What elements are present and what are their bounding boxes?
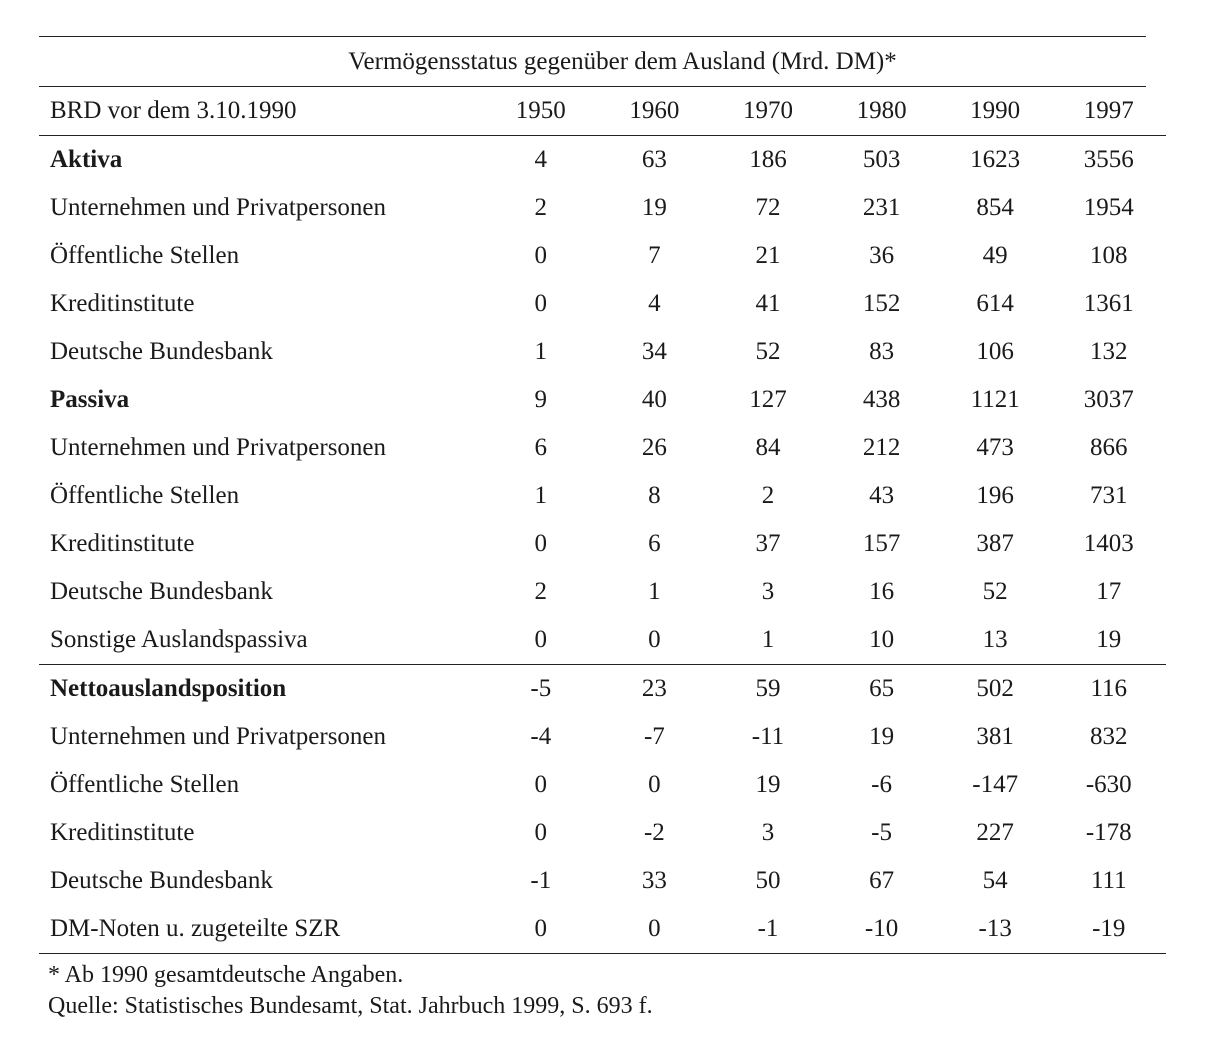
document [39,36,1146,1022]
value-cell: 1361 [1083,290,1134,317]
row-label: DM-Noten u. zugeteilte SZR [39,905,484,954]
value-cell: 108 [1090,242,1128,269]
value-cell: 866 [1090,434,1128,461]
table-row [39,376,1166,424]
source-note: Quelle: Statistisches Bundesamt, Stat. Jahrbuch 1999, S. 693 f. [48,993,653,1019]
row-label: Kreditinstitute [50,819,195,846]
value-cell: 381 [976,723,1014,750]
row-label: Unternehmen und Privatpersonen [50,723,387,750]
table-row [39,857,1166,905]
value-cell: -7 [643,723,665,750]
row-label: Unternehmen und Privatpersonen [50,194,387,221]
value-cell: -1 [711,905,825,954]
value-cell: 19 [1096,626,1122,653]
row-label: Deutsche Bundesbank [50,578,273,605]
value-cell: 2 [534,194,548,221]
value-cell: 65 [825,665,939,714]
value-cell: 1 [534,338,548,365]
value-cell: -11 [751,723,785,750]
value-cell: 52 [982,578,1008,605]
value-cell: -4 [530,723,552,750]
table-row [39,713,1166,761]
value-cell: 3037 [1083,386,1134,413]
value-cell: 1403 [1083,530,1134,557]
value-cell: 49 [982,242,1008,269]
value-cell: 41 [755,290,781,317]
value-cell: 186 [749,146,787,173]
value-cell: 212 [862,434,901,461]
value-cell: 132 [1090,338,1128,365]
value-cell: 127 [749,386,787,413]
value-cell: 6 [534,434,548,461]
table-row [39,136,1166,185]
value-cell: 503 [862,146,901,173]
value-cell: 0 [534,819,548,846]
value-cell: 8 [648,482,661,509]
value-cell: 19 [641,194,667,221]
footnote: * Ab 1990 gesamtdeutsche Angaben. [48,962,404,988]
value-cell: 157 [862,530,901,557]
value-cell: 231 [862,194,901,221]
value-cell: -147 [972,771,1019,798]
data-table [39,87,1166,954]
value-cell: 4 [648,290,661,317]
header-row [39,87,1166,136]
value-cell: -10 [825,905,939,954]
value-cell: 36 [869,242,895,269]
row-label: Nettoauslandsposition [39,665,484,714]
value-cell: 63 [641,146,667,173]
value-cell: 196 [976,482,1014,509]
value-cell: 83 [869,338,895,365]
row-label: Unternehmen und Privatpersonen [50,434,387,461]
value-cell: -5 [871,819,892,846]
value-cell: -2 [643,819,665,846]
value-cell: 227 [976,819,1014,846]
value-cell: 37 [755,530,781,557]
table-row [39,520,1166,568]
value-cell: 59 [711,665,825,714]
value-cell: 473 [976,434,1014,461]
value-cell: 106 [976,338,1014,365]
header-label: BRD vor dem 3.10.1990 [39,87,484,136]
value-cell: 10 [869,626,895,653]
row-label: Öffentliche Stellen [50,771,240,798]
value-cell: 19 [869,723,895,750]
table-row [39,184,1166,232]
value-cell: 1623 [970,146,1021,173]
table-row [39,616,1166,665]
value-cell: -178 [1085,819,1132,846]
value-cell: 116 [1052,665,1166,714]
table-row [39,472,1166,520]
value-cell: 72 [755,194,781,221]
value-cell: 7 [648,242,661,269]
value-cell: 0 [534,626,548,653]
value-cell: 0 [534,290,548,317]
value-cell: -630 [1085,771,1132,798]
year-header: 1960 [598,87,712,136]
table-body [39,136,1166,954]
year-header: 1970 [711,87,825,136]
value-cell: 26 [641,434,667,461]
value-cell: 0 [648,626,661,653]
value-cell: 17 [1096,578,1122,605]
row-label: Passiva [50,386,130,413]
row-label: Aktiva [50,146,123,173]
table-title: Vermögensstatus gegenüber dem Ausland (Mrd. DM)* [348,48,897,75]
value-cell: 19 [755,771,781,798]
year-header: 1997 [1052,87,1166,136]
value-cell: -6 [871,771,892,798]
row-label: Kreditinstitute [50,290,195,317]
value-cell: 1121 [970,386,1020,413]
row-label: Deutsche Bundesbank [50,338,273,365]
table-row [39,905,1166,954]
value-cell: 23 [598,665,712,714]
notes [39,960,1146,1022]
value-cell: 84 [755,434,781,461]
value-cell: 438 [862,386,901,413]
value-cell: -5 [484,665,598,714]
value-cell: 54 [982,867,1008,894]
value-cell: 40 [641,386,667,413]
value-cell: 13 [982,626,1008,653]
value-cell: 731 [1090,482,1128,509]
value-cell: 43 [869,482,895,509]
value-cell: 33 [641,867,667,894]
value-cell: 6 [648,530,661,557]
table-row [39,232,1166,280]
table-row [39,424,1166,472]
value-cell: 21 [755,242,781,269]
row-label: Kreditinstitute [50,530,195,557]
value-cell: -13 [938,905,1052,954]
value-cell: 9 [534,386,548,413]
table-row [39,280,1166,328]
value-cell: 1 [761,626,775,653]
value-cell: 3 [761,819,775,846]
value-cell: 502 [938,665,1052,714]
value-cell: 3556 [1083,146,1134,173]
value-cell: 152 [862,290,901,317]
value-cell: 1954 [1083,194,1134,221]
value-cell: 1 [534,482,548,509]
value-cell: 0 [534,530,548,557]
value-cell: 832 [1090,723,1128,750]
value-cell: 2 [761,482,775,509]
value-cell: 387 [976,530,1014,557]
year-header: 1980 [825,87,939,136]
table-row [39,568,1166,616]
value-cell: 16 [869,578,895,605]
row-label: Öffentliche Stellen [50,242,240,269]
value-cell: 614 [976,290,1014,317]
value-cell: -19 [1052,905,1166,954]
table-row [39,809,1166,857]
value-cell: 2 [534,578,548,605]
value-cell: 0 [534,771,548,798]
table-row [39,761,1166,809]
value-cell: 34 [641,338,667,365]
value-cell: 0 [598,905,712,954]
value-cell: 52 [755,338,781,365]
value-cell: 854 [976,194,1014,221]
value-cell: 0 [484,905,598,954]
value-cell: 4 [534,146,548,173]
row-label: Sonstige Auslandspassiva [50,626,308,653]
row-label: Deutsche Bundesbank [50,867,273,894]
year-header: 1950 [484,87,598,136]
value-cell: 111 [1090,867,1127,894]
value-cell: 0 [648,771,661,798]
value-cell: 0 [534,242,548,269]
table-row [39,328,1166,376]
value-cell: 67 [869,867,895,894]
value-cell: 50 [755,867,781,894]
value-cell: -1 [530,867,552,894]
year-header: 1990 [938,87,1052,136]
value-cell: 3 [761,578,775,605]
table-row [39,665,1166,714]
value-cell: 1 [648,578,661,605]
row-label: Öffentliche Stellen [50,482,240,509]
